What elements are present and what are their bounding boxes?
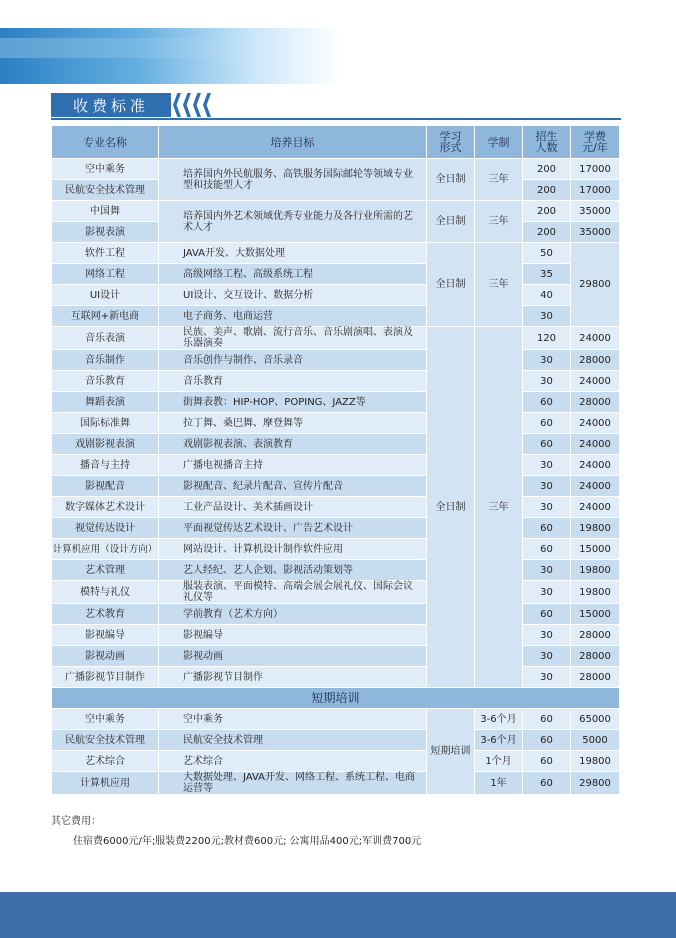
fee-cell: 24000 xyxy=(571,434,620,455)
goal-cell: 音乐教育 xyxy=(159,371,427,392)
duration-cell: 三年 xyxy=(475,159,523,201)
major-cell: UI设计 xyxy=(52,285,159,306)
table-row xyxy=(52,371,620,392)
table-row xyxy=(52,772,620,795)
other-fees-label: 其它费用： xyxy=(51,816,101,827)
enroll-cell: 60 xyxy=(523,539,571,560)
goal-cell: 空中乘务 xyxy=(159,709,427,730)
goal-cell: 影视配音、纪录片配音、宣传片配音 xyxy=(159,476,427,497)
fee-cell: 19800 xyxy=(571,518,620,539)
enroll-cell: 30 xyxy=(523,350,571,371)
major-cell: 艺术管理 xyxy=(52,560,159,581)
table-row xyxy=(52,434,620,455)
table-row xyxy=(52,243,620,264)
fee-cell: 24000 xyxy=(571,371,620,392)
footer-band xyxy=(0,892,676,938)
form-cell: 全日制 xyxy=(427,327,475,688)
goal-cell: 培养国内外民航服务、高铁服务国际邮轮等领域专业型和技能型人才 xyxy=(159,159,427,201)
fee-cell: 19800 xyxy=(571,751,620,772)
goal-cell: 平面视觉传达艺术设计、广告艺术设计 xyxy=(159,518,427,539)
fee-cell: 5000 xyxy=(571,730,620,751)
goal-cell: 网站设计、计算机设计制作软件应用 xyxy=(159,539,427,560)
section-title: 收费标准 xyxy=(51,93,171,117)
table-header-row xyxy=(52,126,620,159)
goal-cell: 影视编导 xyxy=(159,625,427,646)
major-cell: 音乐制作 xyxy=(52,350,159,371)
major-cell: 空中乘务 xyxy=(52,159,159,180)
fee-cell: 24000 xyxy=(571,476,620,497)
header-decor-highlight xyxy=(0,38,260,58)
major-cell: 软件工程 xyxy=(52,243,159,264)
goal-cell: 学前教育（艺术方向） xyxy=(159,604,427,625)
enroll-cell: 120 xyxy=(523,327,571,350)
major-cell: 戏剧影视表演 xyxy=(52,434,159,455)
enroll-cell: 60 xyxy=(523,434,571,455)
major-cell: 音乐教育 xyxy=(52,371,159,392)
fee-cell: 19800 xyxy=(571,581,620,604)
major-cell: 数字媒体艺术设计 xyxy=(52,497,159,518)
fee-cell: 17000 xyxy=(571,159,620,180)
table-row xyxy=(52,392,620,413)
fee-cell: 24000 xyxy=(571,413,620,434)
enroll-cell: 60 xyxy=(523,604,571,625)
enroll-cell: 60 xyxy=(523,518,571,539)
fee-cell: 65000 xyxy=(571,709,620,730)
enroll-cell: 30 xyxy=(523,625,571,646)
goal-cell: 街舞表教：HIP-HOP、POPING、JAZZ等 xyxy=(159,392,427,413)
fee-cell: 35000 xyxy=(571,222,620,243)
chevron-decor-icon xyxy=(173,93,213,117)
table-row xyxy=(52,497,620,518)
enroll-cell: 200 xyxy=(523,222,571,243)
other-fees-text: 住宿费6000元/年;服装费2200元;教材费600元; 公寓用品400元;军训费700元 xyxy=(73,836,422,847)
enroll-cell: 60 xyxy=(523,413,571,434)
major-cell: 网络工程 xyxy=(52,264,159,285)
enroll-cell: 30 xyxy=(523,667,571,688)
enroll-cell: 60 xyxy=(523,392,571,413)
short-training-title: 短期培训 xyxy=(52,688,620,709)
table-row xyxy=(52,518,620,539)
enroll-cell: 30 xyxy=(523,581,571,604)
goal-cell: JAVA开发、大数据处理 xyxy=(159,243,427,264)
enroll-cell: 200 xyxy=(523,201,571,222)
fee-cell: 15000 xyxy=(571,604,620,625)
header-enroll: 招生人数 xyxy=(523,126,571,159)
table-row xyxy=(52,604,620,625)
major-cell: 国际标准舞 xyxy=(52,413,159,434)
table-row xyxy=(52,581,620,604)
fee-cell: 24000 xyxy=(571,327,620,350)
goal-cell: 音乐创作与制作、音乐录音 xyxy=(159,350,427,371)
enroll-cell: 30 xyxy=(523,455,571,476)
table-row xyxy=(52,201,620,222)
table-row xyxy=(52,667,620,688)
table-row xyxy=(52,539,620,560)
enroll-cell: 60 xyxy=(523,709,571,730)
fee-cell: 35000 xyxy=(571,201,620,222)
enroll-cell: 30 xyxy=(523,371,571,392)
header-major: 专业名称 xyxy=(52,126,159,159)
short-training-header-row xyxy=(52,688,620,709)
header-duration: 学制 xyxy=(475,126,523,159)
form-cell: 全日制 xyxy=(427,201,475,243)
duration-cell: 3-6个月 xyxy=(475,730,523,751)
header-goal: 培养目标 xyxy=(159,126,427,159)
major-cell: 舞蹈表演 xyxy=(52,392,159,413)
enroll-cell: 200 xyxy=(523,180,571,201)
major-cell: 民航安全技术管理 xyxy=(52,730,159,751)
enroll-cell: 60 xyxy=(523,772,571,795)
major-cell: 中国舞 xyxy=(52,201,159,222)
table-row xyxy=(52,264,620,285)
enroll-cell: 60 xyxy=(523,751,571,772)
major-cell: 空中乘务 xyxy=(52,709,159,730)
goal-cell: 艺术综合 xyxy=(159,751,427,772)
table-row xyxy=(52,327,620,350)
fee-table xyxy=(51,125,620,795)
enroll-cell: 30 xyxy=(523,560,571,581)
goal-cell: 民族、美声、歌剧、流行音乐、音乐剧演唱、表演及乐器演奏 xyxy=(159,327,427,350)
goal-cell: 服装表演、平面模特、高端会展会展礼仪、国际会议礼仪等 xyxy=(159,581,427,604)
table-row xyxy=(52,709,620,730)
enroll-cell: 30 xyxy=(523,306,571,327)
enroll-cell: 30 xyxy=(523,476,571,497)
enroll-cell: 30 xyxy=(523,646,571,667)
fee-cell: 28000 xyxy=(571,667,620,688)
duration-cell: 1个月 xyxy=(475,751,523,772)
goal-cell: 广播影视节目制作 xyxy=(159,667,427,688)
major-cell: 音乐表演 xyxy=(52,327,159,350)
table-row xyxy=(52,350,620,371)
major-cell: 艺术综合 xyxy=(52,751,159,772)
goal-cell: 戏剧影视表演、表演教育 xyxy=(159,434,427,455)
goal-cell: 艺人经纪、艺人企划、影视活动策划等 xyxy=(159,560,427,581)
major-cell: 播音与主持 xyxy=(52,455,159,476)
fee-cell: 17000 xyxy=(571,180,620,201)
table-row xyxy=(52,306,620,327)
goal-cell: 广播电视播音主持 xyxy=(159,455,427,476)
goal-cell: 培养国内外艺术领域优秀专业能力及各行业所需的艺术人才 xyxy=(159,201,427,243)
fee-cell: 24000 xyxy=(571,455,620,476)
table-row xyxy=(52,455,620,476)
duration-cell: 三年 xyxy=(475,243,523,327)
major-cell: 影视表演 xyxy=(52,222,159,243)
enroll-cell: 50 xyxy=(523,243,571,264)
table-row xyxy=(52,646,620,667)
goal-cell: 民航安全技术管理 xyxy=(159,730,427,751)
goal-cell: 影视动画 xyxy=(159,646,427,667)
duration-cell: 3-6个月 xyxy=(475,709,523,730)
header-form: 学习形式 xyxy=(427,126,475,159)
fee-cell: 28000 xyxy=(571,392,620,413)
title-underline xyxy=(51,118,621,120)
header-fee: 学费元/年 xyxy=(571,126,620,159)
enroll-cell: 40 xyxy=(523,285,571,306)
fee-cell: 29800 xyxy=(571,243,620,327)
major-cell: 模特与礼仪 xyxy=(52,581,159,604)
table-row xyxy=(52,285,620,306)
fee-cell: 28000 xyxy=(571,350,620,371)
fee-cell: 28000 xyxy=(571,646,620,667)
fee-cell: 24000 xyxy=(571,497,620,518)
major-cell: 视觉传达设计 xyxy=(52,518,159,539)
table-row xyxy=(52,625,620,646)
form-cell: 短期培训 xyxy=(427,709,475,795)
enroll-cell: 60 xyxy=(523,730,571,751)
form-cell: 全日制 xyxy=(427,243,475,327)
table-row xyxy=(52,159,620,180)
fee-cell: 19800 xyxy=(571,560,620,581)
table-row xyxy=(52,751,620,772)
enroll-cell: 30 xyxy=(523,497,571,518)
fee-cell: 28000 xyxy=(571,625,620,646)
goal-cell: 高级网络工程、高级系统工程 xyxy=(159,264,427,285)
enroll-cell: 200 xyxy=(523,159,571,180)
major-cell: 计算机应用（设计方向） xyxy=(52,539,159,560)
goal-cell: 拉丁舞、桑巴舞、摩登舞等 xyxy=(159,413,427,434)
major-cell: 影视配音 xyxy=(52,476,159,497)
form-cell: 全日制 xyxy=(427,159,475,201)
fee-cell: 15000 xyxy=(571,539,620,560)
goal-cell: 工业产品设计、美术插画设计 xyxy=(159,497,427,518)
major-cell: 计算机应用 xyxy=(52,772,159,795)
major-cell: 广播影视节目制作 xyxy=(52,667,159,688)
table-row xyxy=(52,560,620,581)
major-cell: 互联网+新电商 xyxy=(52,306,159,327)
major-cell: 民航安全技术管理 xyxy=(52,180,159,201)
goal-cell: 电子商务、电商运营 xyxy=(159,306,427,327)
goal-cell: UI设计、交互设计、数据分析 xyxy=(159,285,427,306)
major-cell: 艺术教育 xyxy=(52,604,159,625)
table-row xyxy=(52,730,620,751)
table-row xyxy=(52,476,620,497)
enroll-cell: 35 xyxy=(523,264,571,285)
duration-cell: 三年 xyxy=(475,327,523,688)
major-cell: 影视动画 xyxy=(52,646,159,667)
major-cell: 影视编导 xyxy=(52,625,159,646)
goal-cell: 大数据处理、JAVA开发、网络工程、系统工程、电商运营等 xyxy=(159,772,427,795)
fee-cell: 29800 xyxy=(571,772,620,795)
duration-cell: 1年 xyxy=(475,772,523,795)
duration-cell: 三年 xyxy=(475,201,523,243)
table-row xyxy=(52,413,620,434)
